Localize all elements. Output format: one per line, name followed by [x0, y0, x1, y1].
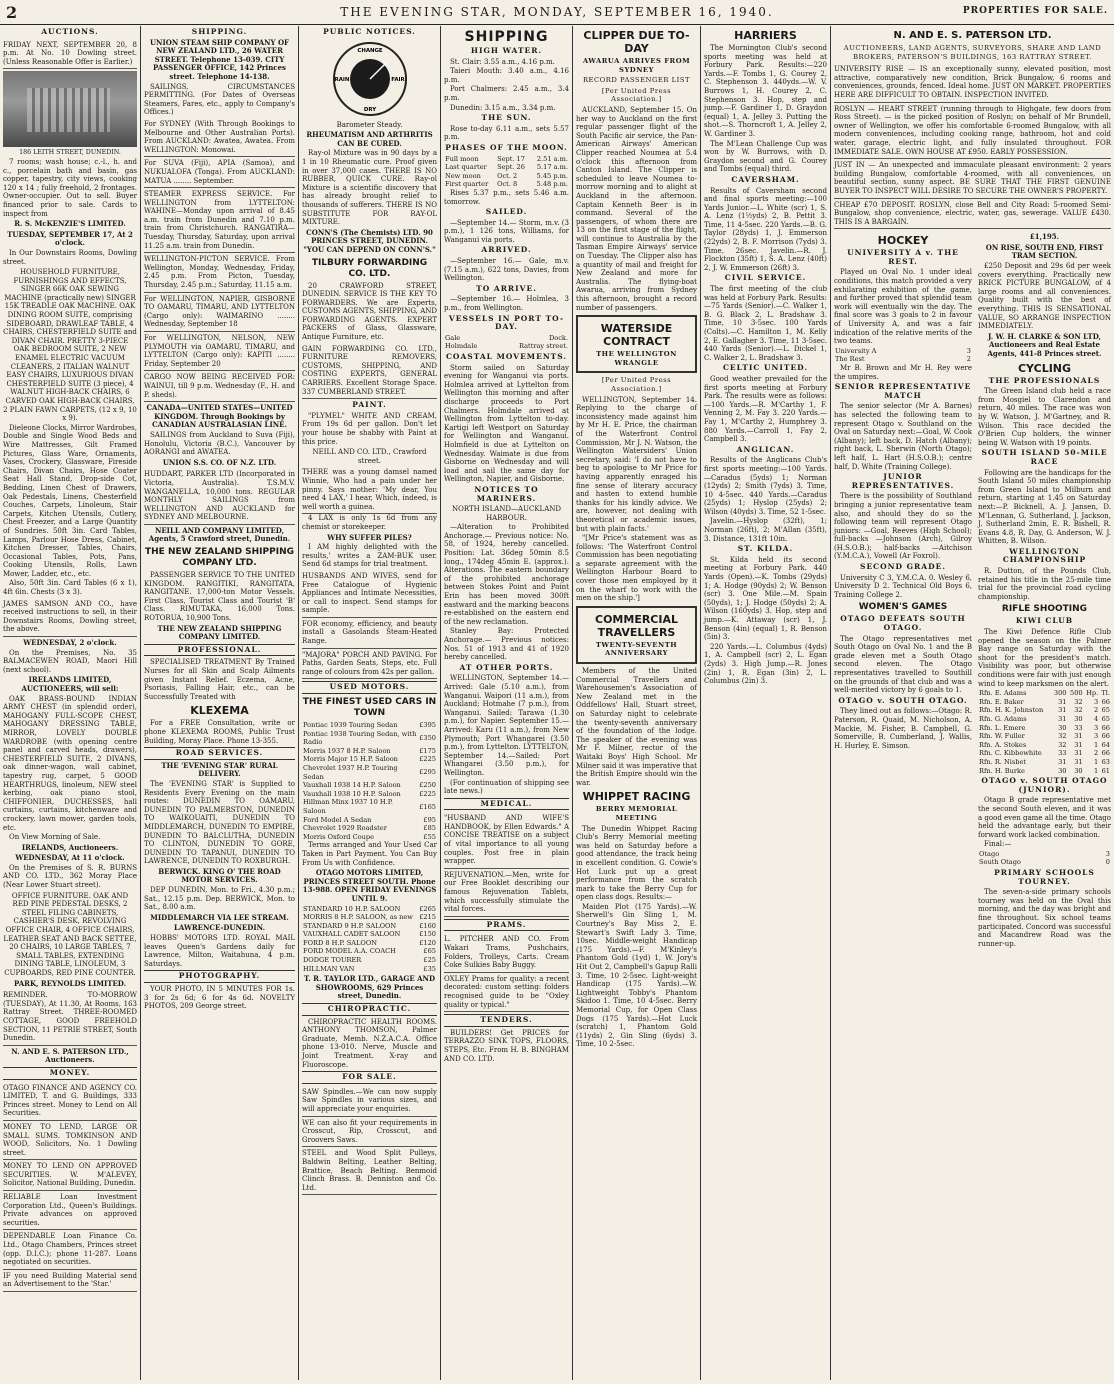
table-row: Morris Oxford Coupe £55 [303, 832, 436, 841]
rifle-scores [978, 689, 1111, 775]
money-heading: MONEY. [3, 1067, 137, 1080]
table-row: Rfn. H. K. Johnston 31 32 2 65 [979, 706, 1110, 715]
table-row: VAUXHALL CADET SALOON £150 [303, 930, 436, 939]
price: £1,195. [1029, 232, 1060, 242]
senior-heading: SENIOR REPRESENTATIVE MATCH [834, 382, 972, 400]
money-ad: IF you need Building Material send an Advertisement to the 'Star.' [3, 1270, 137, 1292]
hobbs: HOBBS' MOTORS LTD. ROYAL MAIL leaves Queen's Gardens daily for Lawrence, Milton, Waitahuna, 4 p.m. Saturdays. [144, 934, 295, 968]
table-row: Holmdale Rattray street. [445, 342, 568, 351]
taylor-garage: T. R. TAYLOR LTD., GARAGE AND SHOWROOMS, 629 Princes street, Dunedin. [303, 974, 436, 1001]
sport-column-left [834, 231, 972, 949]
irelands-body: OAK BRASS-BOUND INDIAN ARMY CHEST (in splendid order), MAHOGANY FULL-SCOPE CHEST, MAHOGANY DRESSING TABLE, MIRROR, LOVELY DOUBLE WARDROBE (with opening centre panel and carved heads, drawers), CHESTERFIELD SUITE, 2 DIVANS, oak dinner-wagon, wall cabinet, tapestry rug, carpet, 5 GOOD HEARTHRUGS, linoleum, NEW steel kerbing, oak piano stool, CHIFFONIER, DUCHESSES, hall curtains, curtains, kitchenware and crockery, lawn mower, garden tools, etc. [3, 694, 137, 832]
mclean-cup: The M'Lean Challenge Cup was won by W. Burrows, with D. Graydon second and G. Courey and Tombs (equal) third. [704, 139, 827, 174]
tide-line: Port Chalmers: 2.45 a.m., 3.4 p.m. [444, 85, 569, 102]
tilbury-body: 20 CRAWFORD STREET, DUNEDIN. SERVICE IS THE KEY TO FORWARDERS. We are Experts, CUSTOMS AGENTS, SHIPPING, AND FORWARDING AGENTS. EXPERT PACKERS of Glass, Glassware, Antique Furniture, etc. [302, 281, 437, 342]
irelands-sign: IRELANDS, Auctioneers. [21, 842, 119, 852]
moon-note: Rises 5.37 p.m., sets 5.46 a.m. tomorrow. [444, 188, 569, 206]
st-kilda-results: St. Kilda held its second meeting at Forbury Park. 440 Yards (Open).—K. Tombs (29yds) 1; A. Hodge (90yds) 2; W. Benson (scr) 3. One Mile.—M. Spain (50yds), 1; J. Hodge (50yds) 2; A. Wilson (160yds) 3. Hop, step and jump.—K. Attaway (scr) 1, J. Benson (4in) (equal) 1, R. Benson (5in) 3. [704, 555, 827, 642]
suva-sailings: For SUVA (Fiji), APIA (Samoa), and NUKUALOFA (Tonga). From AUCKLAND: MATUA ........ September. [144, 157, 295, 188]
headline-waterside: WATERSIDE CONTRACT [600, 322, 673, 349]
table-row: FORD MODEL A.A. COACH £65 [303, 947, 436, 956]
money-ad: OTAGO FINANCE AND AGENCY CO. LIMITED, T. and G. Buildings, 333 Princes street. Money to Lend on All Securities. [3, 1082, 137, 1121]
finest-used-cars: THE FINEST USED CARS IN TOWN [302, 697, 437, 719]
rejuvenation-ad: REJUVENATION.—Men, write for our Free Booklet describing our famous Rejuvenation Tablets, which successfully stimulate the vital forces. [444, 869, 569, 917]
dial-word: CHANGE [356, 47, 383, 54]
headline-cycling: CYCLING [1017, 361, 1072, 375]
napier-service: For WELLINGTON, NAPIER, GISBORNE TO OAMARU, TIMARU, AND LYTTELTON (Cargo only): WAIMARINO ........ Wednesday, September 18 [144, 293, 295, 332]
headline-rifle: RIFLE SHOOTING [1001, 604, 1088, 615]
mariners-body: —Alteration to Prohibited Anchorage.— Previous notice: No. 58, of 1924, hereby cancelled. Position: Lat. 36deg 50min 8.5 long., 174deg 45min E. (approx.). Alterations. The eastern boundary of the prohibited anchorage between Stokes Point and Point Erin has been moved 300ft eastward and the marking beacons re-established on the eastern end of the new reclamation. [444, 523, 569, 626]
cars-table-2 [302, 905, 437, 974]
table-row: Gale Dock. [445, 333, 568, 342]
subhead-wrangle: THE WELLINGTON WRANGLE [596, 350, 677, 367]
column-shipping [141, 26, 298, 1380]
cycling-body-3: R. Dutton, of the Pounds Club, retained his title in the 25-mile time trial for the provincial road cycling championship. [978, 567, 1111, 601]
dial-word: FAIR [390, 76, 405, 83]
for-sale-heading: FOR SALE. [302, 1071, 437, 1084]
piles-body: I AM highly delighted with the results,' writes a ZAM-BUK user. Send 6d stamps for trial treatment. [302, 543, 437, 569]
barometer-dial [330, 39, 410, 119]
gain-forwarding: GAIN FORWARDING CO. LTD., FURNITURE REMOVERS, CUSTOMS, SHIPPING, AND COSTING EXPERTS, GENERAL CARRIERS. Excellent Storage Space. 337 CUMBERLAND STREET. [302, 343, 437, 400]
headline-harriers: HARRIERS [734, 29, 797, 42]
cars-table [302, 721, 437, 841]
table-row: STANDARD 10 H.P. SALOON £265 [303, 904, 436, 913]
womens-heading-2: OTAGO v. SOUTH OTAGO. [838, 695, 968, 705]
lax-ad: 4 LAX is only 1s 6d from any chemist or storekeeper. [302, 514, 437, 531]
column-harriers [701, 26, 830, 1380]
section-properties-for-sale: PROPERTIES FOR SALE. [962, 6, 1108, 16]
table-row: Full moon Sept. 17 2.51 a.m. [445, 154, 568, 163]
auction-description: 7 rooms; wash house; c.-l., h. and c., porcelain bath and basin, gas copper, tapestry, city views, cooking 120 x 14 ; fully freehold, 2 frontages. Owner-occupier. Out to sell. Buyer financed prior to sale. Cards to inspect from [3, 157, 137, 218]
table-row: Rfn. H. Burke 30 30 1 61 [979, 766, 1110, 775]
section-heading: PUBLIC NOTICES. [323, 27, 416, 36]
table-row: DODGE TOURER £25 [303, 956, 436, 965]
property-university-rise: UNIVERSITY RISE — IS an exceptionally sunny, elevated position, most attractive, comparatively new condition, Brick Bungalow, 6 rooms and conveniences, grounds, fenced. Ideal home. JUST ON MARKET. PROPERTIES HERE ARE DIFFICULT TO OBTAIN. INSPECTION INVITED. [834, 63, 1111, 102]
column-news [573, 26, 700, 1380]
clipper-story: AUCKLAND, September 15. On her way to Auckland on the first regular passenger flight of the South Pacific air service, the Pan-American Airways' American Clipper reached Noumea at 5.4 o'clock this afternoon from Canton Island. The Clipper is scheduled to leave Noumea to-morrow morning and to alight at Auckland in the afternoon. Captain Kenneth Beer is in command. Several of the passengers, of whom there are 13 on the first stage of the flight, will continue to Australia by the Tasman Empire Airways' service on Tuesday. The Clipper also has a quantity of mail and freight for New Zealand and more for Australia. The flying-boat Awarua, arriving from Sydney this afternoon, brought a record number of passengers. [576, 105, 697, 312]
star-delivery-body: The 'EVENING STAR' is Supplied to Residents Every Evening on the main routes: DUNEDIN TO OAMARU, DUNEDIN TO PALMERSTON, DUNEDIN TO WAIKOUAITI, DUNEDIN TO MIDDLEMARCH, DUNEDIN TO EMPIRE, DUNEDIN TO BALCLUTHA, DUNEDIN TO CLINTON, DUNEDIN TO GORE, DUNEDIN TO TAPANUI, DUNEDIN TO LAWRENCE, DUNEDIN TO ROXBURGH. [144, 779, 295, 866]
barometer-caption: Barometer Steady. [336, 120, 403, 129]
anglican-results: Results of the Anglicans Club's first sports meeting:—100 Yards.—Caradus (5yds) 1; Norman (12yds) 2; Smith (7yds) 3. Time, 10 4-5sec. 440 Yards.—Caradus (25yds) 1; Hyslop (25yds) 2; Wilson (40yds) 3. Time, 52 1-5sec. [704, 456, 827, 516]
table-row: Rfn. L. Emere 30 33 3 66 [979, 723, 1110, 732]
table-row: Last quarter Sept. 26 5.17 a.m. [445, 163, 568, 172]
sale-ad: SAW Spindles.—We can now supply Saw Spindles in various sizes, and will appreciate your enquiries. [302, 1086, 437, 1117]
junior-body: There is the possibility of Southland bringing a junior representative team also, and should they do so the following team will represent Otago juniors: —Goal, Reeves (High School); full-backs —Johnson (Arch), Gilroy (H.S.O.B.); half-backs —Aitchison (Y.M.C.A.), Vowell (Ar Foxrol). [834, 492, 972, 561]
waterside-story: WELLINGTON, September 14. Replying to the charge of inconsistency made against him by Mr H. E. Price, the chairman of the Waterfront Control Commission, Mr J. N. Watson, the Wellington Watersiders' Union secretary, said: 'I do not have to beg to apologise to Mr Price for having apparently enraged his fine sense of literary accuracy and hasten to extend humble thanks for his kindly advice. We are, however, not dealing with theoretical or academic issues, but with plain facts.' [576, 395, 697, 533]
mariners-heading: NOTICES TO MARINERS. [474, 484, 539, 503]
column-public-notices [299, 26, 440, 1380]
table-row: Vauxhall 1938 10 H.P. Saloon £225 [303, 789, 436, 798]
byline: [Per United Press Association.] [601, 86, 672, 104]
waterside-box [576, 315, 697, 373]
table-row: University A 3 [835, 346, 971, 355]
section-heading: SHIPPING. [191, 27, 248, 36]
clarke-agents: J. W. H. CLARKE & SON LTD, Auctioneers and Real Estate Agents, 441-8 Princes street. [987, 331, 1102, 358]
road-services-heading: ROAD SERVICES. [144, 747, 295, 760]
wednesday-body: On the Premises, No. 35 BALMACEWEN ROAD, Maori Hill (next school). [3, 648, 137, 674]
canada-heading: CANADA—UNITED STATES—UNITED KINGDOM. Through Bookings by CANADIAN AUSTRALASIAN LINE. [146, 403, 293, 430]
cycling-body-2: Following are the handicaps for the South Island 50 miles championship from Green Island to Milburn and return, starting at 1.45 on Saturday next:—P. Bicknell, A. J. Jansen, D. M'Lennan, G. Sutherland, J. Jackson, J. Sutherland 2min, E. R. Bishell, R. Evans 4.8, R. Day, G. Anderson, W. J. Whitten, B. Wilson. [978, 468, 1111, 546]
tilbury-title: TILBURY FORWARDING CO. LTD. [311, 257, 428, 279]
money-ad: MONEY TO LEND ON APPROVED SECURITIES. W. M'ALEVEY, Solicitor, National Building, Dunedin. [3, 1160, 137, 1191]
junior-heading: JUNIOR REPRESENTATIVES. [851, 472, 955, 490]
sport-column-right [978, 231, 1111, 949]
coastal-heading: COASTAL MOVEMENTS. [445, 352, 568, 361]
moon-heading: PHASES OF THE MOON. [445, 142, 568, 152]
other-ports-heading: AT OTHER PORTS. [459, 662, 554, 672]
st-kilda-heading: ST. KILDA. [737, 544, 794, 554]
neill-agents: NEILL AND COMPANY LIMITED, Agents, 5 Crawford street, Dunedin. [148, 525, 291, 544]
anglican-heading: ANGLICAN. [736, 444, 795, 454]
table-row: Morris Major 15 H.P. Saloon £225 [303, 755, 436, 764]
sale-body: Dieleone Clocks, Mirror Wardrobes, Double and Single Wood Beds and Wire Mattresses, Gilt Framed Pictures, Glass Ware, Ornaments, Vases, Crockery, Glassware, Fireside Chairs, Divan Chairs, Hose Coater Seat Hall Stand, Drop-side Cot, Bedding, Linen Chest of Drawers, Oak Pedestals, Linens, Chesterfield Couches, Carpets, Linoleum, Stair Carpets, Kitchen Utensils, Cutlery, Chest Freezer, and a Large Quantity of Sundries. 50ft 3in. Card Tables, Lamps, Parlour Hose Dress, Cabinet, Kitchen Dresser, Tables, Chairs, Occasional Tables, Pots, Pans, Cooking Utensils, Rolls, Lawn Mower, Ladder, etc., etc. [3, 423, 137, 578]
cargo-notice: CARGO NOW BEING RECEIVED FOR: WAINUI, till 9 p.m. Wednesday (F., H. and P. sheds). [144, 371, 295, 402]
other-ports-body: WELLINGTON, September 14.—Arrived: Gale (5.10 a.m.), from Wanganui. Waipori (11 a.m.), from Auckland; Hotmahe (7 p.m.), from Wanganui. Sailed: Tarawa (1.30 p.m.), for Napier. September 15.—Arrived: Karu (11 a.m.), from New Plymouth; Port Whangarei (3.50 p.m.), from Lyttelton. LYTTELTON, September 14.—Sailed: Port Whangarei (3.50 p.m.), for Wellington. [444, 674, 569, 777]
arrived-heading: ARRIVED. [481, 245, 532, 255]
professional-heading: PROFESSIONAL. [144, 644, 295, 657]
vessels-heading: VESSELS IN PORT TO-DAY. [448, 313, 565, 332]
whippet-story: The Dunedin Whippet Racing Club's Berry Memorial meeting was held on Saturday before a good attendance, the track being in excellent condition. G. Cowie's Hot Luck put up a great performance from the scratch mark to take the Berry Cup for open class dogs. Results:— [576, 824, 697, 902]
medical-ad: "HUSBAND AND WIFE'S HANDBOOK, by Ellen Edwards." A CONCISE TREATISE on a subject of vital importance to all young couples. Post free in plain wrapper. [444, 812, 569, 869]
civil-service-results: The first meeting of the club was held at Forbury Park. Results:—75 Yards (Senior).—C. Walker 1, B. G. Black 2, L. Bradshaw 3. Time, 10 3-5sec. 100 Yards (Colts).—C. Hamilton 1, M. Kelly 2, E. Gallagher 3. Time, 11 3-5sec. 440 Yards (Senior).—L. Dickel 1, C. Walker 2, L. Bradshaw 3. [704, 285, 827, 362]
subhead-anniversary: TWENTY-SEVENTH ANNIVERSARY [595, 640, 678, 658]
majora-ad: "MAJORA" PORCH AND PAVING. For Paths, Garden Seats, Steps, etc. Full range of colours from 42s per gallon. [302, 649, 437, 680]
canada-body: SAILINGS from Auckland to Suva (Fiji), Honolulu, Victoria (B.C.), Vancouver by AORANGI and AWATEA. [144, 430, 295, 457]
park-reynolds: PARK, REYNOLDS LIMITED. [13, 978, 127, 988]
high-water-heading: HIGH WATER. [470, 46, 543, 55]
shipping-headline: SHIPPING [464, 29, 549, 45]
cycling-body: The Green Island club held a race from Mosgiel to Clarendon and return, 40 miles. The race was won by W. Watson, J. M'Gartney, and R. Wilson. This race decided the O'Brien Cup holders, the winner being W. Watson with 19 points. [978, 387, 1111, 447]
table-row: Rfn. C. Kibbewhite 33 31 2 66 [979, 749, 1110, 758]
sale-ad: WE can also fit your requirements in Crosscut, Rip, Crosscut, and Groovers Saws. [302, 1117, 437, 1148]
sale-date: TUESDAY, SEPTEMBER 17, At 2 o'clock. [7, 229, 133, 248]
house-photo [3, 71, 137, 147]
rheumatism-heading: RHEUMATISM AND ARTHRITIS CAN BE CURED. [306, 130, 433, 148]
mariners-subheading: NORTH ISLAND—AUCKLAND HARBOUR. [452, 505, 561, 522]
subhead-berry: BERRY MEMORIAL MEETING [595, 805, 678, 822]
table-row: Rfn. E. Adams 300 500 Hp. Tl. [979, 689, 1110, 698]
byline: [Per United Press Association.] [601, 376, 672, 393]
limerick: THERE was a young damsel named Winnie, Who had a pain under her pinny. Says mother: 'My dear, You need 4 LAX,' I hear, Which, indeed, is well worth a guinea. [302, 466, 437, 514]
column-properties [831, 26, 1114, 1380]
cycling-heading-3: WELLINGTON CHAMPIONSHIP [1002, 546, 1087, 565]
hockey-umpires: Mr B. Brown and Mr H. Rey were the umpires. [834, 364, 972, 381]
chiropractic-heading: CHIROPRACTIC. [302, 1003, 437, 1016]
headline-whippet: WHIPPET RACING [582, 790, 691, 804]
table-row: Vauxhall 1938 14 H.P. Saloon £250 [303, 781, 436, 790]
sale-ad: STEEL and Wood Split Pulleys, Baldwin Belting, Leather Belting, Brattice, Beach Belting. Benmoid Clinch Brass. B. Denniston and Co. Ltd. [302, 1147, 437, 1195]
nz-shipping-body: PASSENGER SERVICE TO THE UNITED KINGDOM. RANGITIKI, RANGITATA, RANGITANE. 17,000-ton Motor Vessels. First Class, Tourist Class and Tourist 'B' Class. RIMUTAKA, 16,000 Tons. ROTORUA, 10,900 Tons. [144, 571, 295, 623]
dial-word: RAIN [334, 76, 349, 83]
union-body: SAILINGS, CIRCUMSTANCES PERMITTING. (For Dates of Overseas Steamers, Fares, etc., apply to Company's Offices.) [144, 82, 295, 117]
table-row: Pontiac 1939 Touring Sedan £395 [303, 721, 436, 730]
nelson-service: For WELLINGTON, NELSON, NEW PLYMOUTH via OAMARU, TIMARU, and LYTTELTON (Cargo only): KAPITI ........ Friday, September 20 [144, 332, 295, 371]
cycling-heading-2: SOUTH ISLAND 50-MILE RACE [981, 448, 1108, 466]
nz-shipping-title: THE NEW ZEALAND SHIPPING COMPANY LTD. [145, 547, 294, 569]
travellers-box [576, 606, 697, 664]
more-results: 220 Yards.—L. Columbus (4yds) 1, A. Campbell (scr) 2, L. Egan (2yds) 3. High Jump.—R. Jones (2in) 1, R. Egan (3in) 2, L. Columbus (2in) 3. [704, 642, 827, 686]
womens-heading: OTAGO DEFEATS SOUTH OTAGO. [840, 614, 966, 633]
travellers-story: Members of the United Commercial Travellers and Warehousemen's Association of New Zealand met in the Oddfellows' Hall, Stuart street, on Saturday night to celebrate the twenty-seventh anniversary of the foundation of the lodge. The speaker of the evening was Mr F. Milner, rector of the Waitaki Boys' High School. Mr Milner said it was imperative that the British Empire should win the war. [576, 667, 697, 787]
burns-premises: On the Premises of S. R. BURNS AND CO. LTD., 362 Moray Place (Near Lower Stuart street). [3, 863, 137, 890]
to-arrive-heading: TO ARRIVE. [476, 283, 537, 293]
cars-note: Terms arranged and Your Used Car Taken in Part Payment. You Can Buy From Us with Confidence. [302, 841, 437, 867]
womens-body-2: They lined out as follows:—Otago: R. Paterson, R. Quaid, M. Nicholson, A. Mackie, M. Fisher, B. Campbell, G. Somerville, B. Cumberland, J. Wallis, H. Hurley, E. Simson. [834, 707, 972, 750]
rifle-body: The Kiwi Defence Rifle Club opened the season on the Palmer Bay range on Saturday with the shoot for the president's match. Visibility was poor, but otherwise conditions were fair with just enough wind to keep marksmen on the alert. [978, 628, 1111, 688]
irelands-heading: IRELANDS LIMITED, AUCTIONEERS, will sell: [21, 675, 119, 693]
headline-clipper: CLIPPER DUE TO-DAY [583, 29, 690, 55]
table-row: Rfn. G. Adams 31 30 4 65 [979, 714, 1110, 723]
womens-body: The Otago representatives met South Otago on Oval No. 1 and the B grade eleven met a South Otago second eleven. The Otago representatives travelled to Southill on the grounds of that club and was a well-merited victory by 6 goals to 1. [834, 634, 972, 695]
table-row: Chevrolet 1929 Roadster £85 [303, 824, 436, 833]
table-row: FORD 8 H.P. SALOON £120 [303, 938, 436, 947]
tenders-body: BUILDERS! Get PRICES for TERRAZZO SINK TOPS, FLOORS, STEPS, Etc. From H. B. BINGHAM AND CO. LTD. [444, 1028, 569, 1063]
tide-line: Taieri Mouth: 3.40 a.m., 4.16 p.m. [444, 67, 569, 84]
nz-shipping-sign: THE NEW ZEALAND SHIPPING COMPANY LIMITED. [157, 623, 282, 642]
conns-chemists: CONN'S (The Chemists) LTD. 90 PRINCES STREET, DUNEDIN. "YOU CAN DEPEND ON CONN'S." [303, 227, 436, 254]
subhead-record: RECORD PASSENGER LIST [582, 76, 691, 85]
to-arrive-body: —September 16.— Holmlea, 3 p.m., from Wellington. [444, 295, 569, 313]
photo-ad: YOUR PHOTO, IN 5 MINUTES FOR 1s. 3 for 2s 6d; 6 for 4s 6d. NOVELTY PHOTOS, 209 George street. [144, 985, 295, 1011]
waterside-story-2: "[Mr Price's statement was as follows: 'The Waterfront Control Commission has been negotiating a separate agreement with the Wellington Harbour Board to cover those men employed by it on the wharf to work with the men on the ship.'] [576, 534, 697, 603]
reminder: REMINDER. TO-MORROW (TUESDAY), At 11.30, At Rooms, 163 Rattray Street. THREE-ROOMED COTTAGE, GOOD FREEHOLD SECTION, 11 PETRIE STREET, South Dunedin. [3, 989, 137, 1046]
tenders-heading: TENDERS. [444, 1014, 569, 1027]
property-roslyn: ROSLYN — HEART STREET (running through to Highgate, few doors from Ross Street). — is the picked position of Roslyn; on behalf of Mr Brundell, owner of Wellington, we offer his comfortable 6-roomed Bungalow, with all modern conveniences, including cooking range, bathroom, hot and cold water, garage, electric light, and fully insulated throughout. FOR IMMEDIATE SALE. OWN HOUSE AT £950. EARLY POSSESSION. [834, 103, 1111, 160]
sun-times: Rose to-day 6.11 a.m., sets 5.57 p.m. [444, 124, 569, 142]
economy-ad: FOR economy, efficiency, and beauty install a Gasolands Steam-Heated Range. [302, 618, 437, 649]
headline-womens: WOMEN'S GAMES [858, 602, 948, 613]
table-row: Otago 3 [979, 849, 1110, 858]
money-ad: DEPENDABLE Loan Finance Co. Ltd., Otago Chambers, Princes street (opp. D.I.C.); phone 11-287. Loans negotiated on securities. [3, 1230, 137, 1269]
tide-line: Dunedin: 3.15 a.m., 3.34 p.m. [450, 103, 556, 112]
office-furniture: OFFICE FURNITURE. OAK AND RED PINE PEDESTAL DESKS, 2 STEEL FILING CABINETS, CASHIER'S DESK, REVOLVING OFFICE CHAIR, 4 OFFICE CHAIRS, LEATHER SEAT AND BACK SETTEE, 20 CHAIRS, 10 LARGE TABLES, 7 SMALL TABLES, EXTENDING DINING TABLE, LINOLEUM, 3 CUPBOARDS, RED PINE COUNTER. [3, 891, 137, 977]
senior-body: The senior selector (Mr A. Barnes) has selected the following team to represent Otago v. Southland on the Oval on Saturday next:—Goal, W. Cook (Albany); left back, D. Hatch (Albany); right back, L. Sherwin (North Otago); left half, L. Hart (H.S.O.B.); centre half, D. White (Training College). [834, 402, 972, 471]
sale-heading: HOUSEHOLD FURNITURE, FURNISHINGS AND EFFECTS, SINGER 66K OAK SEWING MACHINE (practically new) SINGER 15K TREADLE OAK MACHINE. OAK DINING ROOM SUITE, comprising SIDEBOARD, DRAWLEAF TABLE, 4 CHAIRS, CHESTERFIELD SUITE and DIVAN CHAIR. PRETTY 3-PIECE OAK BEDROOM SUITE, 2 NEW ENAMEL ELECTRIC VACUUM CLEANERS, 2 ITALIAN WALNUT EASY CHAIRS, LUXURIOUS DIVAN CHESTERFIELD SUITE (3 piece), 4 WALNUT HIGH-BACK CHAIRS, 6 CARVED OAK HIGH-BACK CHAIRS, 2 PLAIN FAWN CARPETS, (12 x 9, 10 x 9). [3, 268, 137, 423]
rifle-heading: KIWI CLUB [1015, 616, 1074, 626]
union-steam-ship: UNION STEAM SHIP COMPANY OF NEW ZEALAND LTD., 26 WATER STREET. Telephone 13-039. CITY PASSENGER OFFICE, 142 Princes street. Telephone 14-138. [149, 37, 290, 81]
property-cheap: CHEAP £70 DEPOSIT. ROSLYN, close Bell and City Road: 5-roomed Semi-Bungalow, shop convenience, electric, water, gas, sewerage. VALUE £430. THIS IS A BARGAIN. [834, 199, 1111, 230]
stanley-bay: Stanley Bay: Protected Anchorage.— Previous notices: Nos. 51 of 1913 and 41 of 1920 hereby cancelled. [444, 627, 569, 662]
rheumatism-body: Ray-ol Mixture was in 90 days by a 1 in 10 Rheumatic cure. Proof given in over 37,000 cases. THERE IS NO RUBBER, QUICK CURE. Ray-ol Mixture is a scientific discovery that has already brought relief to thousands of sufferers. THERE IS NO SUBSTITUTE FOR RAY-OL MIXTURE. [302, 149, 437, 227]
sale-intro: In Our Downstairs Rooms, Dowling street. [3, 248, 137, 266]
auction-notice: FRIDAY NEXT, SEPTEMBER 20, 8 p.m. At No. 10 Dowling street. (Unless Reasonable Offer is Earlier.) [3, 39, 137, 70]
used-motors-heading: USED MOTORS. [302, 681, 437, 694]
mornington-results: The Mornington Club's second sports meeting was held at Forbury Park. Results:—220 Yards.—F. Tombs 1, G. Courey 2, C. Stephenson 3. 440yds.—W. V. Burrows 1, H. Courey 2, C. Stephenson 3. Hop, step and jump.—F. Gardiner 1, D. Graydon (equal) 1, A. Jelley 3. Putting the shot.—S. Thorncroft 1, A. Jelley 2, W. Gardiner 3. [704, 44, 827, 138]
section-heading: AUCTIONS. [41, 27, 99, 36]
paint-heading: PAINT. [352, 400, 387, 410]
table-row: South Otago 0 [979, 858, 1110, 867]
table-row: MORRIS 8 H.P. SALOON, as new £215 [303, 913, 436, 922]
table-row: Ford Model A Sedan £95 [303, 815, 436, 824]
sailed-heading: SAILED. [485, 207, 528, 217]
paterson-firm: N. AND E. S. PATERSON LTD. [893, 30, 1052, 41]
lawrence: LAWRENCE-DUNEDIN. [174, 923, 265, 933]
otago-motors: OTAGO MOTORS LIMITED, PRINCES STREET SOUTH. Phone 13-988. OPEN FRIDAY EVENINGS UNTIL 9. [302, 868, 437, 903]
other-ports-note: (For continuation of shipping see late news.) [444, 778, 569, 796]
star-delivery: THE 'EVENING STAR' RURAL DELIVERY. [161, 760, 278, 779]
celtic-heading: CELTIC UNITED. [722, 363, 809, 373]
klexema-body: For a FREE Consultation, write or phone KLEXEMA ROOMS, Public Trust Building, Moray Place. Phone 13-355. [144, 719, 295, 745]
sale-terms: Also, 50ft 3in. Card Tables (6 x 1), 4ft 6in. Chests (3 x 3). [3, 579, 137, 597]
masthead [0, 0, 1114, 25]
schools-body: The seven-a-side primary schools tourney was held on the Oval this morning, and the day was bright and fine throughout. Six school teams participated. Concord was successful and Macandrew Road was the runner-up. [978, 888, 1111, 948]
hockey-heading: UNIVERSITY A v. THE REST. [847, 248, 959, 266]
javelin-results: Javelin.—Hyslop (32ft), 1; Norman (26ft), 2; M'Allan (35ft), 3. Distance, 131ft 10in. [704, 517, 827, 543]
klexema-name: KLEXEMA [190, 704, 249, 718]
photography-heading: PHOTOGRAPHY. [144, 970, 295, 983]
table-row: Hillman Minx 1937 10 H.P. Saloon £165 [303, 798, 436, 815]
otago-junior-heading: OTAGO v. SOUTH OTAGO (JUNIOR). [981, 776, 1108, 794]
sailed-body: —September 14.— Storm, m.v. (3 p.m.), 1 126 tons, Williams, for Wanganui via ports. [444, 218, 569, 244]
final-score [978, 850, 1111, 867]
headline-travellers: COMMERCIAL TRAVELLERS [595, 612, 678, 639]
table-row: Rfn. A. Stokes 32 31 1 64 [979, 740, 1110, 749]
agent-name: R. S. McKENZIE'S LIMITED. [14, 219, 126, 229]
piles-heading: WHY SUFFER PILES? [327, 532, 412, 542]
plymel-ad: "PLYMEL" WHITE AND CREAM, From 19s 6d per gallon. Don't let your house be shabby with Paint at this price. [302, 411, 437, 446]
table-row: Chevrolet 1937 H.P. Touring Sedan £295 [303, 764, 436, 781]
column-shipping-news [441, 26, 572, 1380]
prams-ad: L. PITCHER AND CO. From Wakari Trams, Pushchairs, Folders, Trolleys, Carts. Cream Coke Sulkies Baby Buggy. [444, 933, 569, 972]
dial-word: DRY [363, 106, 376, 113]
medical-heading: MEDICAL. [444, 798, 569, 811]
caversham-results: Results of Caversham second and final sports meeting:—100 Yards Junior.—L. White (scr) 1, S. A. Lenz (1½yds) 2, B. Pettit 3. Time, 11 4-5sec. 220 Yards.—B. G. Taylor (28yds) 1, J. Emmerson (22yds) 2, B. F. Morrison (7yds) 3. Time, 26sec. Javelin.—R. J. Flockton (35ft) 1, S. A. Lenz (40ft) 2, J. W. Emmerson (26ft) 3. [704, 186, 827, 272]
table-row: HILLMAN VAN £35 [303, 964, 436, 973]
paterson-sign: N. AND E. S. PATERSON LTD., Auctioneers. [11, 1046, 129, 1065]
final-label: Final:— [984, 840, 1012, 849]
photo-caption: 186 LEITH STREET, DUNEDIN. [19, 149, 121, 157]
subhead-awarua: AWARUA ARRIVES FROM SYDNEY [582, 57, 691, 74]
oxley-ad: OXLEY Prams for quality: a recent decorated: custom setting: folders recognised guide to be "Oxley quality or typical." [444, 973, 569, 1012]
arrived-body: —September 16.— Gale, m.v. (7.15 a.m.), 622 tons, Davies, from Wellington. [444, 257, 569, 283]
hockey-score [834, 347, 972, 364]
berwick-body: DEP DUNEDIN, Mon. to Fri., 4.30 p.m.; Sat., 12.15 p.m. Dep. BERWICK, Mon. to Sat., 8.00 a.m. [144, 886, 295, 912]
ferry-service: STEAMER EXPRESS SERVICE. For WELLINGTON from LYTTELTON: WAHINE—Monday upon arrival of 8.45 a.m. train from Dunedin and 7.10 p.m. train from Christchurch. RANGATIRA—Tuesday, Thursday, Saturday, upon arrival 11.25 a.m. train from Dunedin. [144, 188, 295, 253]
newspaper-title: THE EVENING STAR, MONDAY, SEPTEMBER 16, 1940. [340, 5, 774, 19]
moon-table [444, 155, 569, 189]
second-grade-body: University C 3, Y.M.C.A. 0. Wesley 6, University D 2. Technical Old Boys 6, Training College 2. [834, 573, 972, 599]
table-row: Rfn. W. Fuller 32 31 3 66 [979, 732, 1110, 741]
wednesday-11: WEDNESDAY, At 11 o'clock. [15, 853, 125, 863]
price-body: £250 Deposit and 29s 6d per week covers everything. Practically new BRICK PICTURE BUNGALOW, of 4 large rooms and all conveniences. Quality built with the best of everything. THIS IS SENSATIONAL VALUE, SO ARRANGE INSPECTION IMMEDIATELY. [978, 262, 1111, 331]
table-row: The Rest 2 [835, 355, 971, 364]
table-row: Pontiac 1938 Touring Sedan, with Radio £350 [303, 729, 436, 747]
auctioneer-notice: JAMES SAMSON AND CO., have received instructions to sell, in their Downstairs Rooms, Dowling street, the above. [3, 598, 137, 637]
table-row: Rfn. R. Nisbet 31 31 1 63 [979, 757, 1110, 766]
neill-co: NEILL AND CO. LTD., Crawford street. [312, 448, 427, 465]
property-just-in: JUST IN — An unexpected and immaculate pleasant environment: 2 years building Bungalow, comfortable 4-roomed, with all conveniences, on beautiful section, sunny aspect. BE SURE THAT THE FIRST GENUINE BUYER TO INSPECT WILL DESIRE TO SECURE THE OWNER'S PROPERTY. [834, 159, 1111, 198]
union-sign: UNION S.S. CO. OF N.Z. LTD. [162, 457, 277, 467]
price-heading: ON RISE, SOUTH END, FIRST TRAM SECTION. [985, 242, 1104, 261]
berwick: BERWICK. KING O' THE ROAD MOTOR SERVICES. [158, 866, 281, 885]
huddart-parker: HUDDART, PARKER LTD (Incorporated in Victoria, Australia). T.S.M.V. WANGANELLA, 10,000 tons. REGULAR MONTHLY SAILINGS from WELLINGTON AND AUCKLAND for SYDNEY AND MELBOURNE. [144, 468, 295, 525]
coastal-body: Storm sailed on Saturday evening for Wanganui via ports. Holmlea arrived at Lyttelton from Wellington this morning and after discharge proceeds to Port Chalmers. Holmdale arrived at Wellington from Lyttelton to-day. Kartigi left Westport on Saturday for Wellington and Wanganui. Holmfield is due at Lyttelton on Wednesday. Waimate is due from Gisborne on Wednesday and will load and sail the same day for Wellington, Napier, and Gisborne. [444, 363, 569, 484]
headline-hockey: HOCKEY [877, 234, 929, 248]
caversham-heading: CAVERSHAM. [731, 174, 800, 184]
paterson-sub: AUCTIONEERS, LAND AGENTS, SURVEYORS, SHARE AND LAND BROKERS, PATERSON'S BUILDINGS, 163 RATTRAY STREET. [843, 44, 1102, 61]
table-row: Rfn. E. Baker 31 32 3 66 [979, 697, 1110, 706]
vessels-table [444, 334, 569, 351]
table-row: First quarter Oct. 8 5.48 p.m. [445, 180, 568, 189]
table-row: New moon Oct. 2 5.45 p.m. [445, 171, 568, 180]
money-ad: MONEY TO LEND, LARGE OR SMALL SUMS. TOMKINSON AND WOOD, Solicitors, No. 1 Dowling street. [3, 1121, 137, 1160]
picton-service: WELLINGTON-PICTON SERVICE. From Wellington, Monday, Wednesday, Friday, 2.45 p.m. From Picton, Tuesday, Thursday, 2.45 p.m.; Saturday, 11.15 a.m. [144, 253, 295, 292]
table-row: Morris 1937 8 H.P. Saloon £175 [303, 746, 436, 755]
civil-service-heading: CIVIL SERVICE. [724, 273, 807, 283]
schools-heading: PRIMARY SCHOOLS TOURNEY. [994, 868, 1095, 886]
cycling-heading: THE PROFESSIONALS [988, 375, 1101, 385]
whippet-results: Maiden Plot (175 Yards).—W. Sherwell's Gin Sling 1, M. Courtney's Bay Miss 2, E. Stewart's Swift Lady 3. Time, 10sec. Middle-weight Handicap (175 Yards).—F. M'Kinley's Phantom Gold (1yd) 1, W. Jory's Hit Out 2, Campbell's Gapup Ralli 3. Time, 10 2-5sec. Light-weight Handicap (175 Yards).—W. Lightweight Tobby's Phantom Skidoo 1. Time, 10 4-5sec. Berry Memorial Cup, for Open Class Dogs (175 Yards).—Hot Luck (scratch) 1, Phantom Gold (11yds) 2, Gin Sling (6yds) 3. Time, 10 2-5sec. [576, 902, 697, 1049]
irelands-view: On View Morning of Sale. [9, 833, 101, 842]
two-col-block [834, 231, 1111, 949]
table-row: STANDARD 9 H.P. SALOON £160 [303, 921, 436, 930]
wednesday-heading: WEDNESDAY, 2 o'clock. [23, 638, 117, 648]
middlemarch: MIDDLEMARCH VIA LEE STREAM. [150, 912, 289, 922]
column-auctions [0, 26, 140, 1380]
hockey-body: Played on Oval No. 1 under ideal conditions, this match provided a very exhilarating exhibition of the game, and further proved that splendid team work will eventually win the day. The final score was 3 goals to 2 in favour of University A, and was a fair indication of the relative merits of the two teams. [834, 268, 972, 346]
sydney-sailings: For SYDNEY (With Through Bookings to Melbourne and Other Australian Ports). From AUCKLAND: Awatea, Awatea. From WELLINGTON: Monowai. [144, 118, 295, 157]
klexema-intro: SPECIALISED TREATMENT By Trained Nurses for all Skin and Scalp Ailments given Instant Relief. Eczema, Acne, Psoriasis, Falling Hair, etc., can be Successfully Treated with [144, 658, 295, 701]
otago-junior-body: Otago B grade representative met the second South eleven, and it was a good even game all the time. Otago held the advantage early, but their forward work lacked combination. [978, 796, 1111, 839]
money-ad: RELIABLE Loan Investment Corporation Ltd., Queen's Buildings. Private advances on approved securities. [3, 1191, 137, 1230]
husbands-wives: HUSBANDS AND WIVES, send for Free Catalogue of Hygienic Appliances and Intimate Necessities, or call to inspect. Send stamps for sample. [302, 570, 437, 618]
prams-heading: PRAMS. [444, 919, 569, 932]
tide-line: St. Clair: 3.55 a.m., 4.16 p.m. [450, 57, 555, 66]
page-number: 2 [6, 3, 18, 22]
chiropractic-body: CHIROPRACTIC HEALTH ROOMS. ANTHONY THOMSON, Palmer Graduate, Memb. N.Z.A.C.A. Office phone 13-010. Nerve, Muscle and Joint Treatment. X-ray and Fluoroscope. [302, 1017, 437, 1069]
celtic-results: Good weather prevailed for the first sports meeting at Forbury Park. The results were as follows:—100 Yards.—R. M'Carthy 1, F. Venning 2, M. Fay 3. 220 Yards.—Fay 1, M'Carthy 2, Humphrey 3. 880 Yards.—Carroll 1, Fay 2, Campbell 3. [704, 374, 827, 444]
sun-heading: THE SUN. [481, 113, 532, 123]
second-grade-heading: SECOND GRADE. [860, 562, 946, 572]
